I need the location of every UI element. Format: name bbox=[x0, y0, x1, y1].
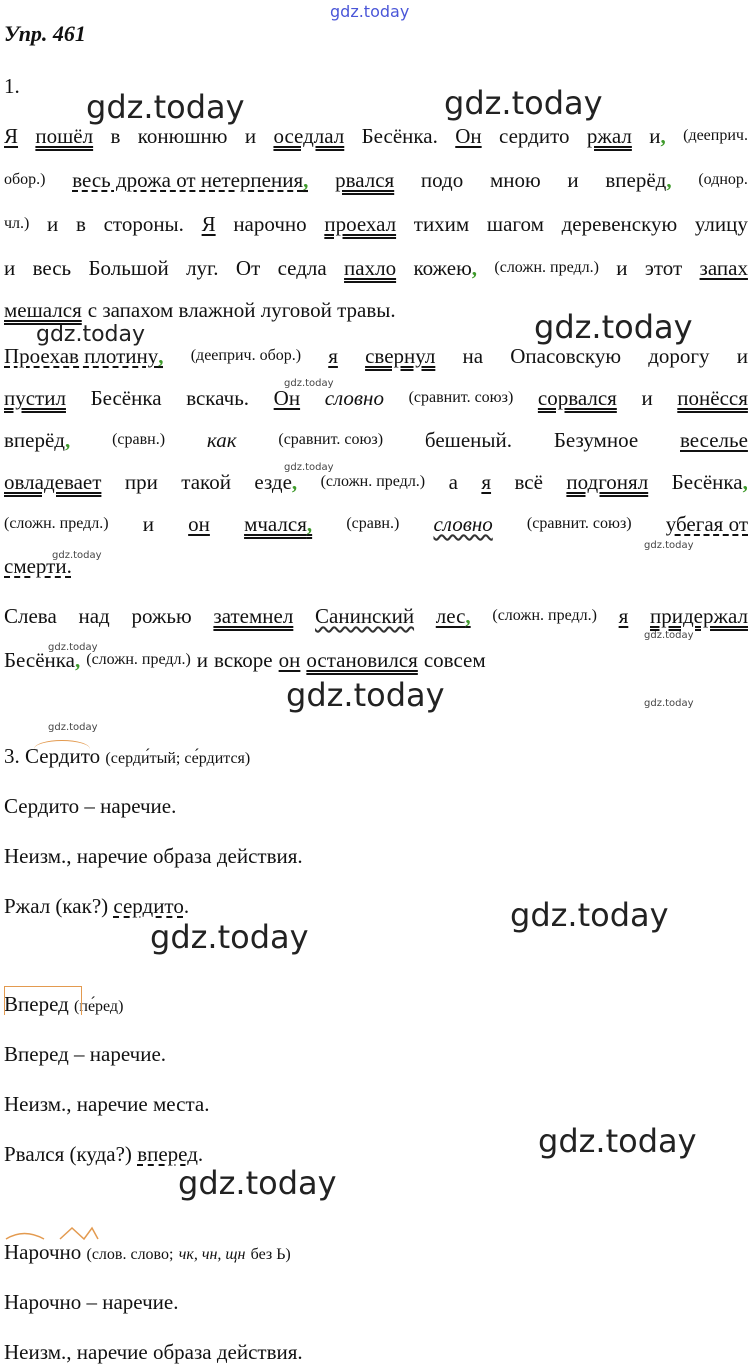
text-line-1: Я пошёл в конюшню и оседлал Бесёнка. Он сердито ржал и, (дееприч. bbox=[4, 124, 748, 148]
morph-line: Неизм., наречие образа действия. bbox=[4, 844, 303, 868]
watermark-small: gdz.today bbox=[284, 462, 334, 473]
watermark-small: gdz.today bbox=[644, 698, 694, 709]
text-line-7: пустил Бесёнка вскачь. Он словно (сравнит. союз) сорвался и понёсся bbox=[4, 386, 748, 410]
watermark: gdz.today bbox=[36, 322, 146, 347]
text-line-11: смерти. bbox=[4, 554, 72, 578]
root-mark bbox=[34, 740, 90, 749]
watermark-small: gdz.today bbox=[644, 630, 694, 641]
text-line-9: овладевает при такой езде, (сложн. предл.) а я всё подгонял Бесёнка, bbox=[4, 470, 748, 494]
watermark: gdz.today bbox=[86, 88, 245, 126]
watermark: gdz.today bbox=[538, 1122, 697, 1160]
watermark-small: gdz.today bbox=[644, 540, 694, 551]
morph-line: Сердито – наречие. bbox=[4, 794, 177, 818]
watermark: gdz.today bbox=[444, 84, 603, 122]
text-line-6: Проехав плотину, (дееприч. обор.) я свернул на Опасовскую дорогу и bbox=[4, 344, 748, 368]
text-line-8: вперёд, (сравн.) как (сравнит. союз) бешеный. Безумное веселье bbox=[4, 428, 748, 452]
watermark: gdz.today bbox=[286, 676, 445, 714]
text-line-13: Бесёнка, (сложн. предл.) и вскоре он остановился совсем bbox=[4, 648, 486, 672]
text-line-5: мешался с запахом влажной луговой травы. bbox=[4, 298, 396, 322]
text-line-3: чл.) и в стороны. Я нарочно проехал тихим шагом деревенскую улицу bbox=[4, 212, 748, 236]
morph-line: Неизм., наречие места. bbox=[4, 1092, 210, 1116]
watermark: gdz.today bbox=[534, 308, 693, 346]
morph-line: Ржал (как?) сердито. bbox=[4, 894, 190, 918]
morph-word-serdito: 3. Сердито (серди́тый; се́рдится) bbox=[4, 744, 251, 768]
morph-word-narochno: Нарочно (слов. слово; чк, чн, щн без Ь) bbox=[4, 1240, 291, 1264]
morph-line: Рвался (куда?) вперед. bbox=[4, 1142, 204, 1166]
text-line-4: и весь Большой луг. От седла пахло кожею, (сложн. предл.) и этот запах bbox=[4, 256, 748, 280]
text-line-12: Слева над рожью затемнел Санинский лес, (сложн. предл.) я придержал bbox=[4, 604, 748, 628]
exercise-title: Упр. 461 bbox=[4, 21, 86, 46]
morph-line: Неизм., наречие образа действия. bbox=[4, 1340, 303, 1364]
watermark: gdz.today bbox=[178, 1164, 337, 1202]
watermark-small: gdz.today bbox=[48, 722, 98, 733]
suffix-mark bbox=[4, 1226, 100, 1240]
watermark-small: gdz.today bbox=[284, 378, 334, 389]
watermark-small: gdz.today bbox=[52, 550, 102, 561]
text-line-10: (сложн. предл.) и он мчался, (сравн.) словно (сравнит. союз) убегая от bbox=[4, 512, 748, 536]
section-number: 1. bbox=[4, 74, 20, 98]
morph-line: Вперед – наречие. bbox=[4, 1042, 167, 1066]
watermark-small: gdz.today bbox=[48, 642, 98, 653]
text-line-2: обор.) весь дрожа от нетерпения, рвался подо мною и вперёд, (однор. bbox=[4, 168, 748, 192]
watermark: gdz.today bbox=[510, 896, 669, 934]
watermark-top: gdz.today bbox=[330, 2, 410, 21]
watermark: gdz.today bbox=[150, 918, 309, 956]
morph-line: Нарочно – наречие. bbox=[4, 1290, 179, 1314]
morph-word-vpered: Вперед (пе́ред) bbox=[4, 992, 124, 1016]
prefix-mark bbox=[4, 986, 82, 1015]
